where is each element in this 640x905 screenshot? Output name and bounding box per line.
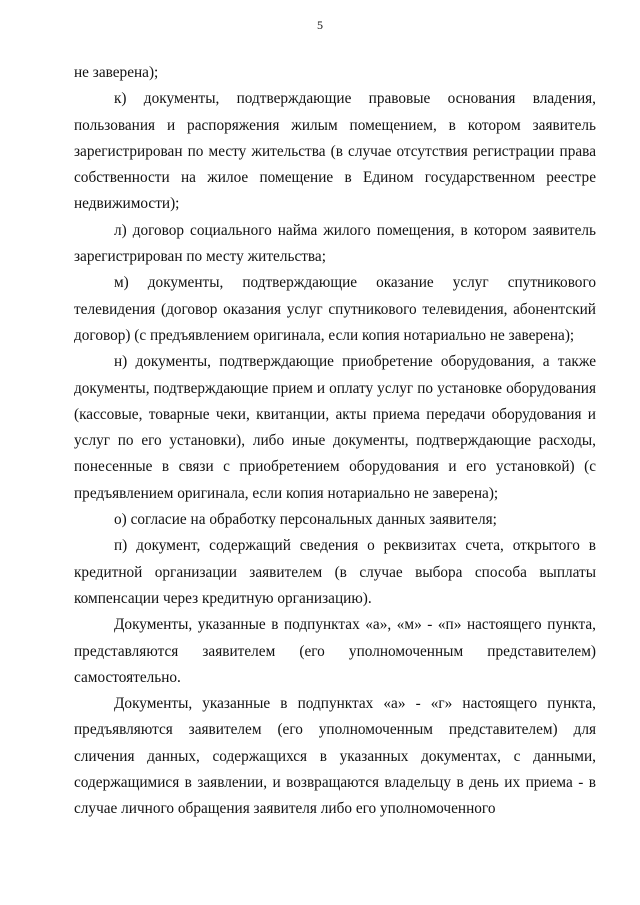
- paragraph-item-m: м) документы, подтверждающие оказание услуг спутникового телевидения (договор оказания услуг спутникового телевидения, абонентский договор) (с предъявлением оригинала, если копия нотариально не заверена);: [74, 274, 596, 344]
- paragraph-item-n: н) документы, подтверждающие приобретение оборудования, а также документы, подтверждающие прием и оплату услуг по установке оборудования (кассовые, товарные чеки, квитанции, акты приема передачи оборудования и услуг по его установки), либо иные документы, подтверждающие расходы, понесенные в связи с приобретением оборудования и его установкой) (с предъявлением оригинала, если копия нотариально не заверена);: [74, 353, 596, 502]
- paragraph-continuation: не заверена);: [74, 64, 159, 81]
- paragraph-documents-verification: Документы, указанные в подпунктах «а» - «г» настоящего пункта, предъявляются заявителем (его уполномоченным представителем) для сличения данных, содержащихся в указанных документах, с данными, содержащимися в заявлении, и возвращаются владельцу в день их приема - в случае личного обращения заявителя либо его уполномоченного: [74, 695, 596, 818]
- paragraph-item-p: п) документ, содержащий сведения о реквизитах счета, открытого в кредитной организации заявителем (в случае выбора способа выплаты компенсации через кредитную организацию).: [74, 537, 596, 607]
- paragraph-item-l: л) договор социального найма жилого помещения, в котором заявитель зарегистрирован по месту жительства;: [74, 221, 596, 266]
- page-number: 5: [317, 18, 323, 32]
- document-body: [74, 60, 596, 823]
- paragraph-item-o: о) согласие на обработку персональных данных заявителя;: [114, 511, 497, 529]
- paragraph-documents-self: Документы, указанные в подпунктах «а», «м» - «п» настоящего пункта, представляются заявителем (его уполномоченным представителем) самостоятельно.: [74, 616, 596, 686]
- paragraph-item-k: к) документы, подтверждающие правовые основания владения, пользования и распоряжения жилым помещением, в котором заявитель зарегистрирован по месту жительства (в случае отсутствия регистрации права собственности на жилое помещение в Едином государственном реестре недвижимости);: [74, 90, 596, 213]
